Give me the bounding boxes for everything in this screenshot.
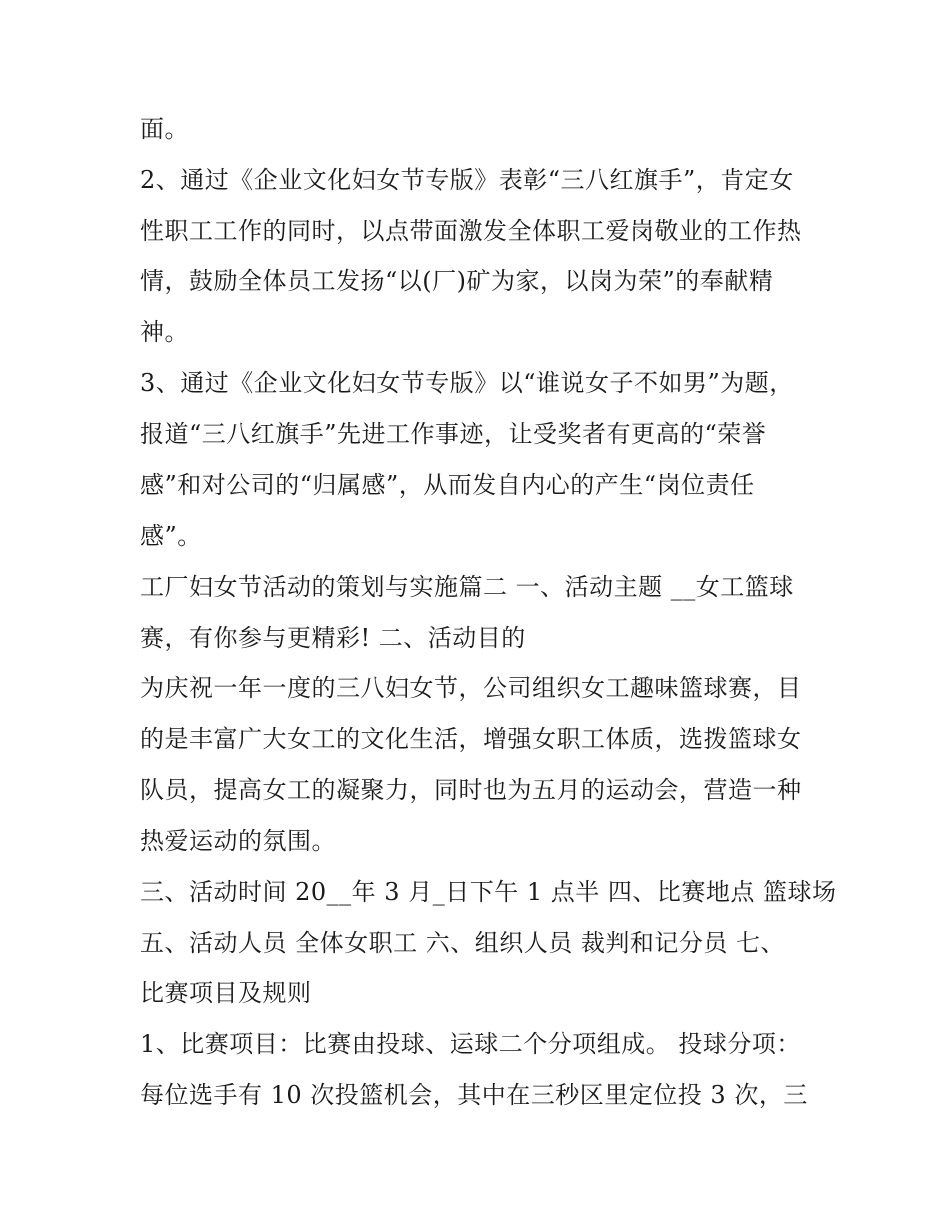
text-line: 热爱运动的氛围。 (140, 827, 336, 855)
text-line: 情，鼓励全体员工发扬“以(厂)矿为家，以岗为荣”的奉献精 (140, 267, 774, 295)
text-line: 赛，有你参与更精彩! 二、活动目的 (140, 624, 526, 652)
text-line: 为庆祝一年一度的三八妇女节，公司组织女工趣味篮球赛，目 (140, 674, 802, 702)
text-line: 报道“三八红旗手”先进工作事迹，让受奖者有更高的“荣誉 (140, 420, 767, 448)
text-line: 面。 (140, 115, 189, 143)
text-line: 队员，提高女工的凝聚力，同时也为五月的运动会，营造一种 (140, 776, 802, 804)
text-line: 性职工工作的同时，以点带面激发全体职工爱岗敬业的工作热 (140, 217, 802, 245)
text-line: 三、活动时间 20__年 3 月_日下午 1 点半 四、比赛地点 篮球场 (140, 878, 837, 906)
text-line: 感”和对公司的“归属感”，从而发自内心的产生“岗位责任 (140, 471, 755, 499)
text-line: 五、活动人员 全体女职工 六、组织人员 裁判和记分员 七、 (140, 929, 786, 957)
text-line: 感”。 (140, 522, 202, 550)
text-line: 神。 (140, 318, 189, 346)
text-line: 比赛项目及规则 (140, 979, 312, 1007)
text-line: 1、比赛项目：比赛由投球、运球二个分项组成。 投球分项： (140, 1030, 801, 1058)
text-line: 工厂妇女节活动的策划与实施篇二 一、活动主题 __女工篮球 (140, 573, 794, 601)
text-line: 2、通过《企业文化妇女节专版》表彰“三八红旗手”，肯定女 (140, 166, 794, 194)
text-line: 的是丰富广大女工的文化生活，增强女职工体质，选拨篮球女 (140, 725, 802, 753)
text-line: 每位选手有 10 次投篮机会，其中在三秒区里定位投 3 次，三 (140, 1081, 808, 1109)
text-line: 3、通过《企业文化妇女节专版》以“谁说女子不如男”为题， (140, 369, 794, 397)
